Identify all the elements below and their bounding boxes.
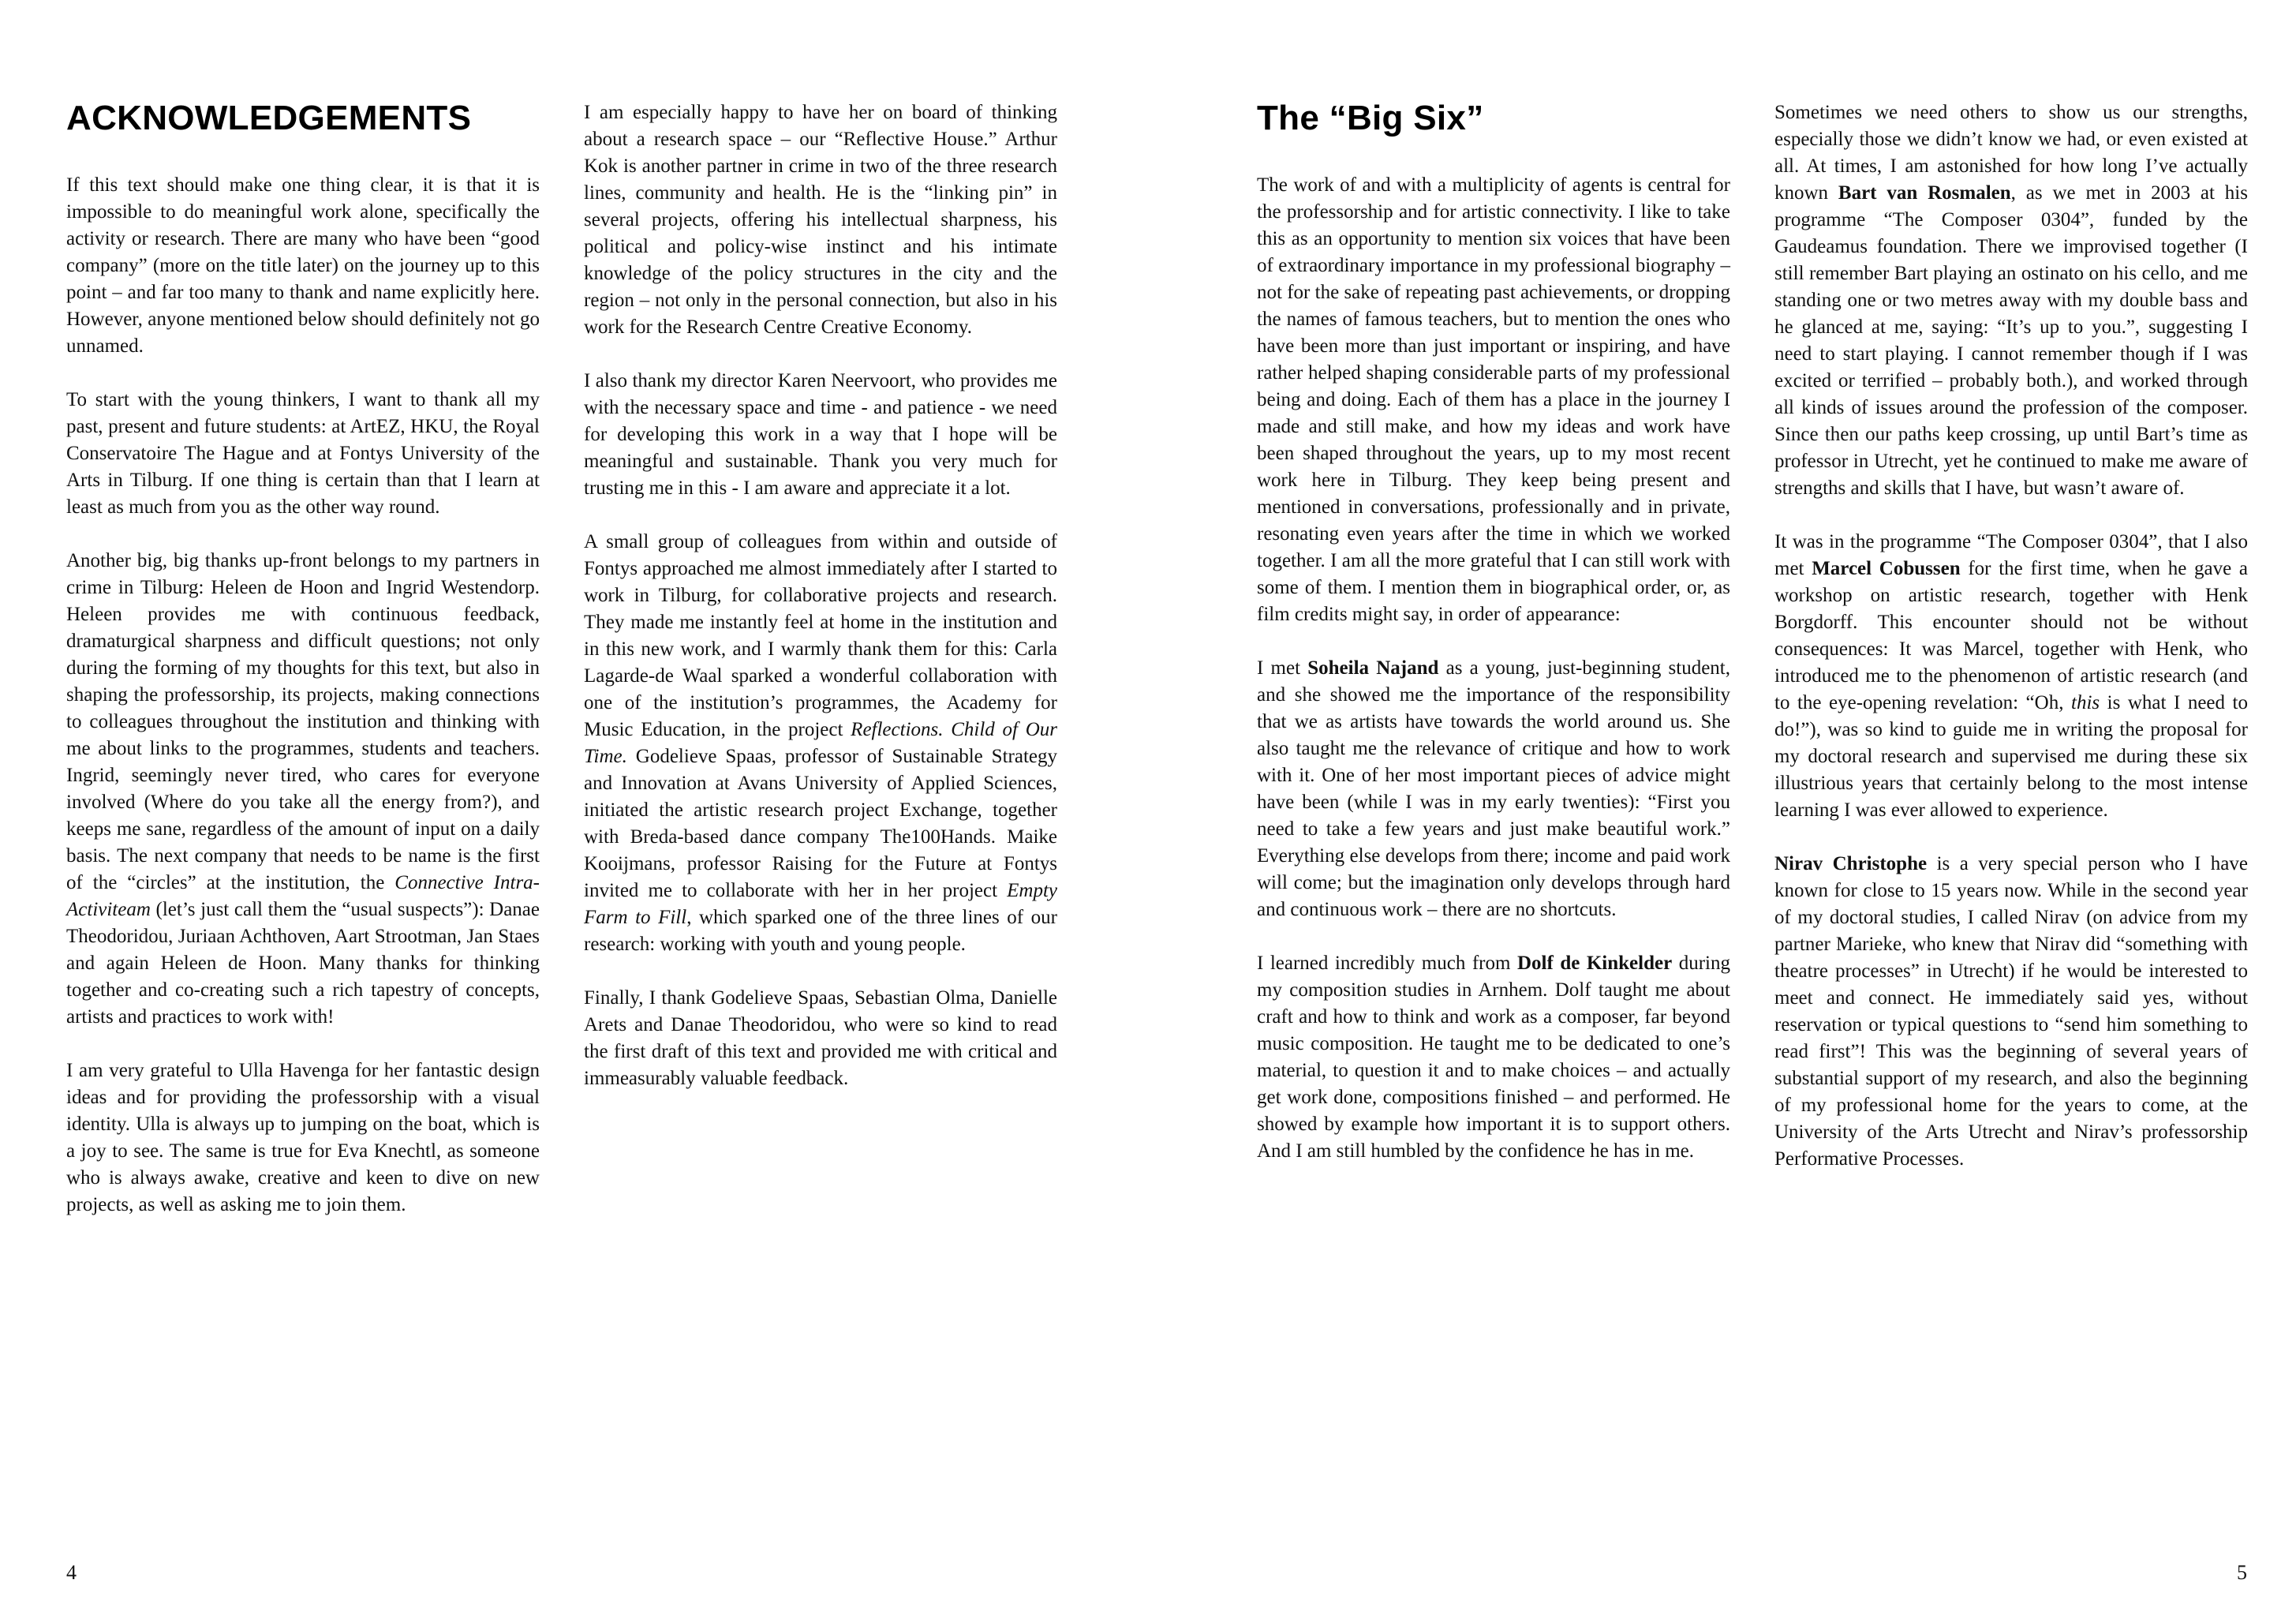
right-column-2-text [1774,99,2248,1173]
paragraph [66,1058,540,1219]
text-run: Nirav Christophe [1774,853,1928,874]
text-run: I learned incredibly much from [1257,953,1517,974]
left-column-1-text [66,172,540,1219]
paragraph [66,387,540,521]
right-page [1148,0,2296,1621]
text-run: Bart van Rosmalen [1838,182,2011,204]
text-run: , as we met in 2003 at his programme “The Composer 0304”, funded by the Gaudeamus foundation. There we improvised together (I still remember Bart playing an ostinato on his cello, and me standing one or two metres away with my double bass and he glanced at me, saying: “It’s up to you.”, suggesting I need to start playing. I cannot remember though if I was excited or terrified – probably both.), and worked through all kinds of issues around the profession of the composer. Since then our paths keep crossing, up until Bart’s time as professor in Utrecht, yet he continued to make me aware of strengths and skills that I have, but wasn’t aware of. [1774,182,2248,499]
text-run: this [2071,692,2100,713]
text-run: I am especially happy to have her on board of thinking about a research space – our “Reflective House.” Arthur Kok is another partner in crime in two of the three research lines, community and health. He is the “linking pin” in several projects, offering his intellectual sharpness, his political and policy-wise instinct and his intimate knowledge of the policy structures in the city and the region – not only in the personal connection, but also in his work for the Research Centre Creative Economy. [584,102,1057,338]
text-run: Soheila Najand [1307,657,1439,679]
text-run: is a very special person who I have known for close to 15 years now. While in the second year of my doctoral studies, I called Nirav (on advice from my partner Marieke, who knew that Nirav did “something with theatre processes” in Utrecht) if he would be interested to meet and connect. He immediately said yes, without reservation or typical questions to “send him something to read first”! This was the beginning of several years of substantial support of my research, and also the beginning of my professional home for the years to come, at the University of the Arts Utrecht and Nirav’s professorship Performative Processes. [1774,853,2248,1170]
text-run: for the first time, when he gave a workshop on artistic research, together with Henk Borgdorff. This encounter should not be without consequences: It was Marcel, together with Henk, who introduced me to the phenomenon of artistic research (and to the eye-opening revelation: “Oh, [1774,558,2248,713]
paragraph [584,99,1057,341]
right-column-1-text [1257,172,1730,1165]
text-run: as a young, just-beginning student, and she showed me the importance of the responsibility that we as artists have towards the world around us. She also taught me the relevance of critique and how to work with it. One of her most important pieces of advice might have been (while I was in my early twenties): “First you need to take a few years and just make beautiful work.” Everything else develops from there; income and paid work will come; but the imagination only develops through hard and continuous work – there are no shortcuts. [1257,657,1730,920]
text-run: I also thank my director Karen Neervoort, who provides me with the necessary space and time - and patience - we need for developing this work in a way that I hope will be meaningful and sustainable. Thank you very much for trusting me in this - I am aware and appreciate it a lot. [584,370,1057,499]
left-column-2-text [584,99,1057,1092]
text-run: The work of and with a multiplicity of agents is central for the professorship and for artistic connectivity. I like to take this as an opportunity to mention six voices that have been of extraordinary importance in my professional biography – not for the sake of repeating past achievements, or dropping the names of famous teachers, but to mention the ones who have been more than just important or inspiring, and have rather helped shaping considerable parts of my professional being and doing. Each of them has a place in the journey I made and still make, and how my ideas and work have been shaped throughout the years, up to my most recent work here in Tilburg. They keep being present and mentioned in conversations, professionally and in private, resonating even years after the time in which we worked together. I am all the more grateful that I can still work with some of them. I mention them in biographical order, or, as film credits might say, in order of appearance: [1257,174,1730,625]
left-page-columns [66,99,1060,1219]
paragraph [1257,655,1730,923]
text-run: Dolf de Kinkelder [1516,953,1673,974]
big-six-heading: The “Big Six” [1257,99,1484,137]
paragraph [66,172,540,360]
text-run: (let’s just call them the “usual suspects”): Danae Theodoridou, Juriaan Achthoven, Aart Strootman, Jan Staes and again Heleen de Hoon. Many thanks for thinking together and co-creating such a rich tapestry of concepts, artists and practices to work with! [66,899,540,1028]
text-run: It was in the programme “The Composer 0304”, that I also met [1774,531,2248,579]
text-run: Marcel Cobussen [1812,558,1961,579]
text-run: is what I need to do!”), was so kind to guide me in writing the proposal for my doctoral research and supervised me during these six illustrious years that certainly belong to the most intense learning I was ever allowed to experience. [1774,692,2249,821]
paragraph [1257,950,1730,1165]
text-run: Godelieve Spaas, professor of Sustainable Strategy and Innovation at Avans University of Applied Sciences, initiated the artistic research project Exchange, together with Breda-based dance company The100Hands. Maike Kooijmans, professor Raising for the Future at Fontys invited me to collaborate with her in her project [584,746,1057,901]
text-run: A small group of colleagues from within and outside of Fontys approached me almost immediately after I started to work in Tilburg, for collaborative projects and research. They made me instantly feel at home in the institution and in this new work, and I warmly thank them for this: Carla Lagarde-de Waal sparked a wonderful collaboration with one of the institution’s programmes, the Academy for Music Education, in the project [584,531,1057,740]
text-run: Empty Farm to Fill [584,880,1057,928]
paragraph [584,985,1057,1092]
paragraph [1257,172,1730,628]
text-run: I am very grateful to Ulla Havenga for her fantastic design ideas and for providing the professorship with a visual identity. Ulla is always up to jumping on the boat, which is a joy to see. The same is true for Eva Knechtl, as someone who is always awake, creative and keen to dive on new projects, as well as asking me to join them. [66,1060,540,1215]
text-run: Connective Intra-Activiteam [66,872,540,920]
text-run: Finally, I thank Godelieve Spaas, Sebastian Olma, Danielle Arets and Danae Theodoridou, who were so kind to read the first draft of this text and provided me with critical and immeasurably valuable feedback. [584,987,1057,1089]
text-run: , which sparked one of the three lines of our research: working with youth and young people. [584,907,1057,955]
text-run: Reflections. Child of Our Time. [584,719,1057,767]
text-run: If this text should make one thing clear, it is that it is impossible to do meaningful work alone, specifically the activity or research. There are many who have been “good company” (more on the title later) on the journey up to this point – and far too many to thank and name explicitly here. However, anyone mentioned below should definitely not go unnamed. [66,174,540,357]
paragraph [584,529,1057,958]
right-page-column-1 [1257,99,1730,1173]
paragraph [1774,529,2248,824]
paragraph [66,548,540,1031]
text-run: Sometimes we need others to show us our strengths, especially those we didn’t know we had, or even existed at all. At times, I am astonished for how long I’ve actually known [1774,102,2248,204]
page-number-left: 4 [66,1561,77,1584]
paragraph [1774,99,2248,502]
text-run: Another big, big thanks up-front belongs to my partners in crime in Tilburg: Heleen de Hoon and Ingrid Westendorp. Heleen provides me with continuous feedback, dramaturgical sharpness and difficult questions; not only during the forming of my thoughts for this text, but also in shaping the professorship, its projects, making connections to colleagues throughout the institution and thinking with me about links to the programmes, students and teachers. Ingrid, seemingly never tired, who cares for everyone involved (Where do you take all the energy from?), and keeps me sane, regardless of the amount of input on a daily basis. The next company that needs to be name is the first of the “circles” at the institution, the [66,550,540,893]
left-page-column-1 [66,99,540,1219]
paragraph [584,368,1057,502]
right-page-columns [1257,99,2247,1173]
paragraph [1774,851,2248,1173]
text-run: during my composition studies in Arnhem. Dolf taught me about craft and how to think and work as a composer, far beyond music composition. He taught me to be dedicated to one’s material, to question it and to make choices – and actually get work done, compositions finished – and performed. He showed by example how important it is to support others. And I am still humbled by the confidence he has in me. [1257,953,1730,1162]
text-run: To start with the young thinkers, I want to thank all my past, present and future students: at ArtEZ, HKU, the Royal Conservatoire The Hague and at Fontys University of the Arts in Tilburg. If one thing is certain than that I learn at least as much from you as the other way round. [66,389,540,518]
page-number-right: 5 [2237,1561,2247,1584]
left-page-column-2 [584,99,1057,1219]
acknowledgements-heading: ACKNOWLEDGEMENTS [66,99,472,137]
text-run: I met [1257,657,1308,679]
right-page-column-2 [1774,99,2248,1173]
